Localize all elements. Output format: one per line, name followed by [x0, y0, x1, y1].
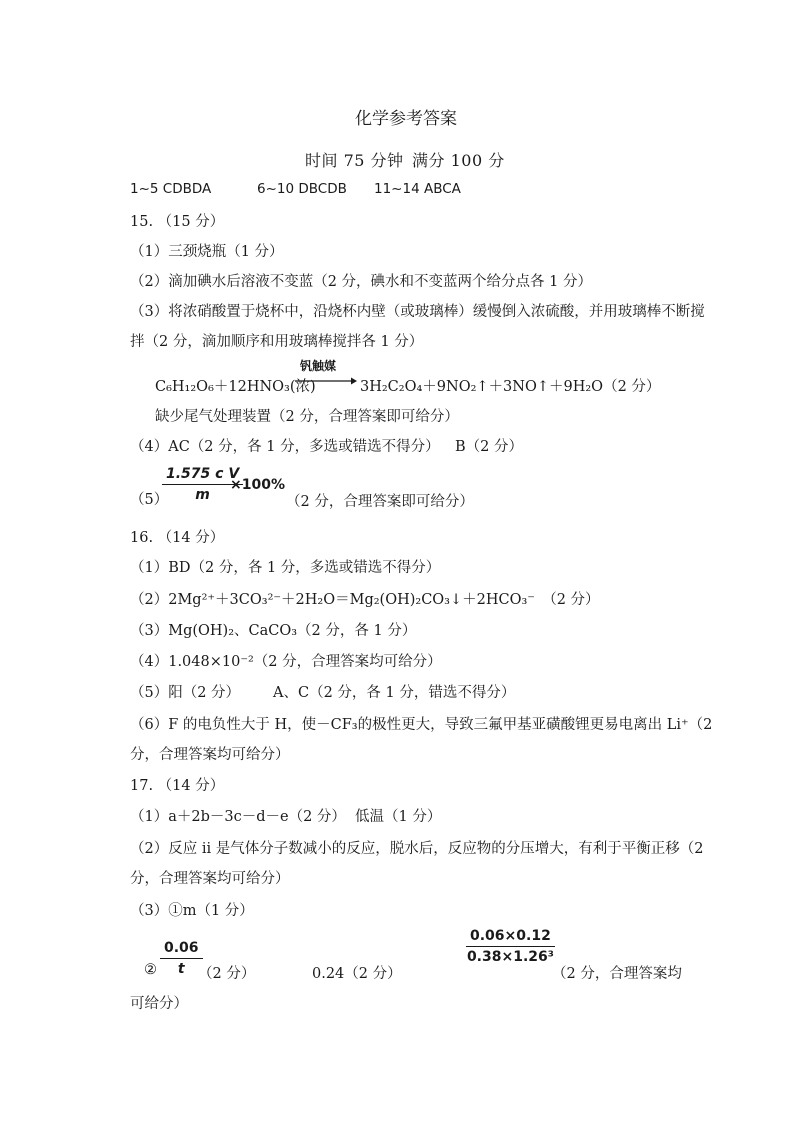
q16-answer-6-line1: （6）F 的电负性大于 H，使－CF₃的极性更大，导致三氟甲基亚磺酸锂更易电离出 Li⁺（2 [130, 717, 713, 733]
q16-answer-5b: A、C（2 分，各 1 分，错选不得分） [273, 685, 516, 701]
q15-answer-1: （1）三颈烧瓶（1 分） [130, 244, 284, 260]
fraction-denominator: 0.38×1.26³ [466, 949, 554, 965]
q15-equation-products: 3H₂C₂O₄＋9NO₂↑＋3NO↑＋9H₂O（2 分） [360, 379, 661, 395]
fraction-numerator: 0.06×0.12 [466, 928, 555, 947]
q15-heading: 15. （15 分） [130, 214, 225, 230]
q17-answer-3-2-fraction [160, 940, 203, 977]
reaction-arrow-icon [295, 376, 357, 386]
q15-answer-3-line2: 拌（2 分，滴加顺序和用玻璃棒搅拌各 1 分） [130, 334, 424, 350]
q15-answer-3-note: 缺少尾气处理装置（2 分，合理答案即可给分） [155, 409, 459, 425]
q17-answer-3-3: 0.24（2 分） [312, 966, 402, 982]
q17-answer-3-4-fraction [466, 928, 555, 965]
q15-answer-4b: B（2 分） [455, 439, 523, 455]
mc-answers-11-14: 11~14 ABCA [374, 181, 461, 197]
q17-answer-3-1: （3）①m（1 分） [130, 903, 254, 919]
q15-answer-4a: （4）AC（2 分，各 1 分，多选或错选不得分） [130, 439, 440, 455]
exam-full-score: 满分 100 分 [412, 151, 505, 170]
q17-answer-2-line2: 分，合理答案均可给分） [130, 871, 290, 887]
q17-answer-1b: 低温（1 分） [355, 809, 442, 825]
fraction-denominator: m [195, 487, 210, 503]
q16-answer-1: （1）BD（2 分，各 1 分，多选或错选不得分） [130, 560, 441, 576]
q16-answer-6-line2: 分，合理答案均可给分） [130, 747, 290, 763]
q17-answer-3-4-note-cont: 可给分） [130, 996, 188, 1012]
q16-answer-4: （4）1.048×10⁻²（2 分，合理答案均可给分） [130, 654, 442, 670]
exam-time: 时间 75 分钟 [305, 151, 404, 170]
q15-answer-2: （2）滴加碘水后溶液不变蓝（2 分，碘水和不变蓝两个给分点各 1 分） [130, 274, 593, 290]
q16-heading: 16. （14 分） [130, 530, 225, 546]
q17-answer-2-line1: （2）反应 ⅱ 是气体分子数减小的反应，脱水后，反应物的分压增大，有利于平衡正移（2 [130, 841, 704, 857]
fraction-numerator: 0.06 [160, 940, 203, 959]
fraction-denominator: t [177, 961, 185, 977]
q16-answer-3: （3）Mg(OH)₂、CaCO₃（2 分，各 1 分） [130, 623, 417, 639]
q15-answer-5-label: （5） [130, 492, 169, 508]
q16-answer-5a: （5）阳（2 分） [130, 685, 241, 701]
q17-answer-3-4-note: （2 分，合理答案均 [552, 966, 682, 982]
q17-answer-1a: （1）a＋2b－3c－d－e（2 分） [130, 809, 346, 825]
q15-answer-3-line1: （3）将浓硝酸置于烧杯中，沿烧杯内壁（或玻璃棒）缓慢倒入浓硫酸，并用玻璃棒不断搅 [130, 304, 705, 320]
q15-equation-catalyst: 钒触媒 [300, 359, 337, 373]
mc-answers-6-10: 6~10 DBCDB [257, 181, 347, 197]
mc-answers-1-5: 1~5 CDBDA [130, 181, 212, 197]
fraction-numerator: 1.575 c V [162, 466, 243, 485]
q15-answer-5-percent: ×100% [230, 477, 285, 493]
q15-answer-5-note: （2 分，合理答案即可给分） [286, 494, 474, 510]
page-title: 化学参考答案 [355, 109, 457, 129]
q17-heading: 17. （14 分） [130, 778, 225, 794]
q17-answer-3-2-score: （2 分） [198, 966, 256, 982]
q16-answer-2: （2）2Mg²⁺＋3CO₃²⁻＋2H₂O＝Mg₂(OH)₂CO₃↓＋2HCO₃⁻ （2 分） [130, 592, 600, 608]
q17-answer-3-2-label: ② [144, 962, 157, 978]
q15-equation-reactants: C₆H₁₂O₆＋12HNO₃(浓) [155, 379, 316, 395]
